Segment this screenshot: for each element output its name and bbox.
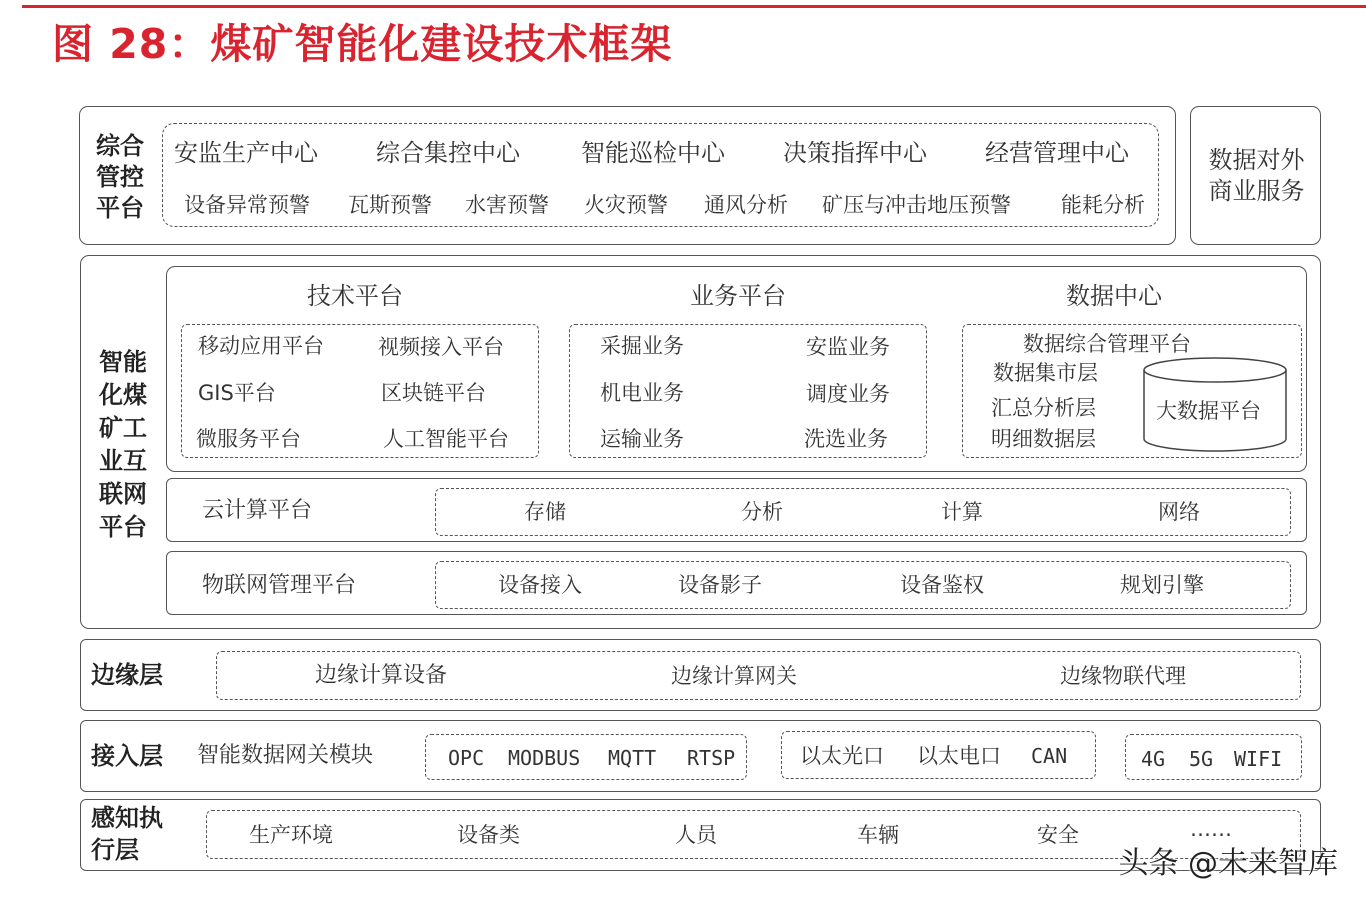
tech-item: 微服务平台: [196, 427, 301, 451]
tech-item: 区块链平台: [381, 381, 486, 405]
center-item: 安监生产中心: [174, 139, 318, 167]
access-layer-label: 接入层: [91, 742, 163, 770]
business-item: 机电业务: [600, 381, 684, 405]
protocol-item: MQTT: [608, 746, 657, 770]
data-layer: 数据集市层: [993, 361, 1098, 385]
platform-panels: [166, 266, 1307, 472]
business-item: 安监业务: [806, 335, 890, 359]
business-item: 洗选业务: [804, 427, 888, 451]
tech-item: 人工智能平台: [383, 427, 509, 451]
data-layer: 明细数据层: [991, 427, 1096, 451]
figure-title: 图 28：煤矿智能化建设技术框架: [52, 20, 673, 68]
port-item: CAN: [1031, 744, 1068, 768]
integrated-control-label: 综合 管控 平台: [96, 132, 144, 222]
analysis-item: 矿压与冲击地压预警: [822, 193, 1011, 217]
industrial-internet-label: 智能 化煤 矿工 业互 联网 平台: [99, 348, 147, 541]
data-layer: 汇总分析层: [991, 396, 1096, 420]
wireless-item: WIFI: [1234, 747, 1283, 771]
iot-management-platform: [166, 551, 1307, 615]
access-layer: [80, 720, 1321, 792]
edge-item: 边缘计算网关: [671, 664, 797, 688]
source-watermark: 头条 @未来智库: [1118, 846, 1338, 881]
analysis-item: 能耗分析: [1061, 193, 1145, 217]
tech-platform-group: [181, 324, 539, 458]
iot-item: 设备影子: [678, 573, 762, 597]
iot-items-group: [435, 561, 1291, 609]
protocol-item: RTSP: [687, 746, 736, 770]
port-item: 以太电口: [917, 744, 1001, 768]
edge-layer-label: 边缘层: [91, 661, 163, 689]
protocol-item: OPC: [448, 746, 485, 770]
analysis-item: 火灾预警: [584, 193, 668, 217]
data-mgmt-platform: 数据综合管理平台: [1023, 332, 1191, 356]
tech-item: 视频接入平台: [378, 335, 504, 359]
business-item: 调度业务: [806, 382, 890, 406]
center-item: 智能巡检中心: [581, 139, 725, 167]
perception-item: 人员: [675, 823, 717, 847]
external-service-label: 数据对外 商业服务: [1208, 146, 1305, 205]
edge-layer: [80, 639, 1321, 711]
cloud-items-group: [435, 488, 1291, 536]
cloud-computing-platform: [166, 478, 1307, 542]
perception-item: 安全: [1037, 823, 1079, 847]
perception-item: 设备类: [457, 823, 520, 847]
title-rule: [22, 5, 1366, 8]
gateway-module: 智能数据网关模块: [197, 743, 374, 768]
protocol-group: [425, 734, 747, 780]
external-service-box: [1190, 106, 1321, 245]
center-item: 决策指挥中心: [783, 139, 927, 167]
data-center-title: 数据中心: [1066, 282, 1162, 310]
edge-item: 边缘物联代理: [1060, 664, 1186, 688]
iot-item: 设备接入: [498, 573, 582, 597]
cloud-item: 网络: [1158, 500, 1200, 524]
bigdata-platform-label: 大数据平台: [1156, 399, 1261, 423]
cloud-label: 云计算平台: [202, 498, 313, 523]
analysis-item: 通风分析: [704, 193, 788, 217]
iot-label: 物联网管理平台: [202, 573, 357, 598]
business-item: 采掘业务: [600, 334, 684, 358]
tech-platform-title: 技术平台: [307, 282, 403, 310]
cloud-item: 分析: [741, 500, 783, 524]
iot-item: 设备鉴权: [900, 573, 984, 597]
edge-items-group: [216, 651, 1301, 700]
business-platform-title: 业务平台: [690, 282, 786, 310]
industrial-internet-platform: [80, 255, 1321, 629]
analysis-item: 水害预警: [465, 193, 549, 217]
center-item: 经营管理中心: [985, 139, 1129, 167]
cloud-item: 存储: [524, 500, 566, 524]
business-item: 运输业务: [600, 427, 684, 451]
integrated-control-platform: [79, 106, 1176, 245]
iot-item: 规划引擎: [1120, 573, 1204, 597]
control-centers-group: [162, 123, 1159, 227]
perception-item: ……: [1190, 817, 1232, 841]
port-group: [781, 731, 1096, 779]
protocol-item: MODBUS: [508, 746, 581, 770]
perception-layer-label: 感知执 行层: [91, 804, 163, 864]
tech-item: GIS平台: [198, 381, 276, 405]
analysis-item: 设备异常预警: [184, 193, 310, 217]
edge-item: 边缘计算设备: [315, 663, 448, 688]
port-item: 以太光口: [800, 744, 884, 768]
analysis-item: 瓦斯预警: [348, 193, 432, 217]
wireless-item: 4G: [1141, 747, 1166, 771]
business-platform-group: [569, 324, 927, 458]
wireless-group: [1125, 734, 1302, 780]
data-center-group: [962, 324, 1302, 458]
wireless-item: 5G: [1189, 747, 1214, 771]
perception-item: 车辆: [857, 823, 899, 847]
cloud-item: 计算: [941, 500, 983, 524]
center-item: 综合集控中心: [376, 139, 520, 167]
perception-item: 生产环境: [249, 823, 333, 847]
tech-item: 移动应用平台: [198, 334, 324, 358]
